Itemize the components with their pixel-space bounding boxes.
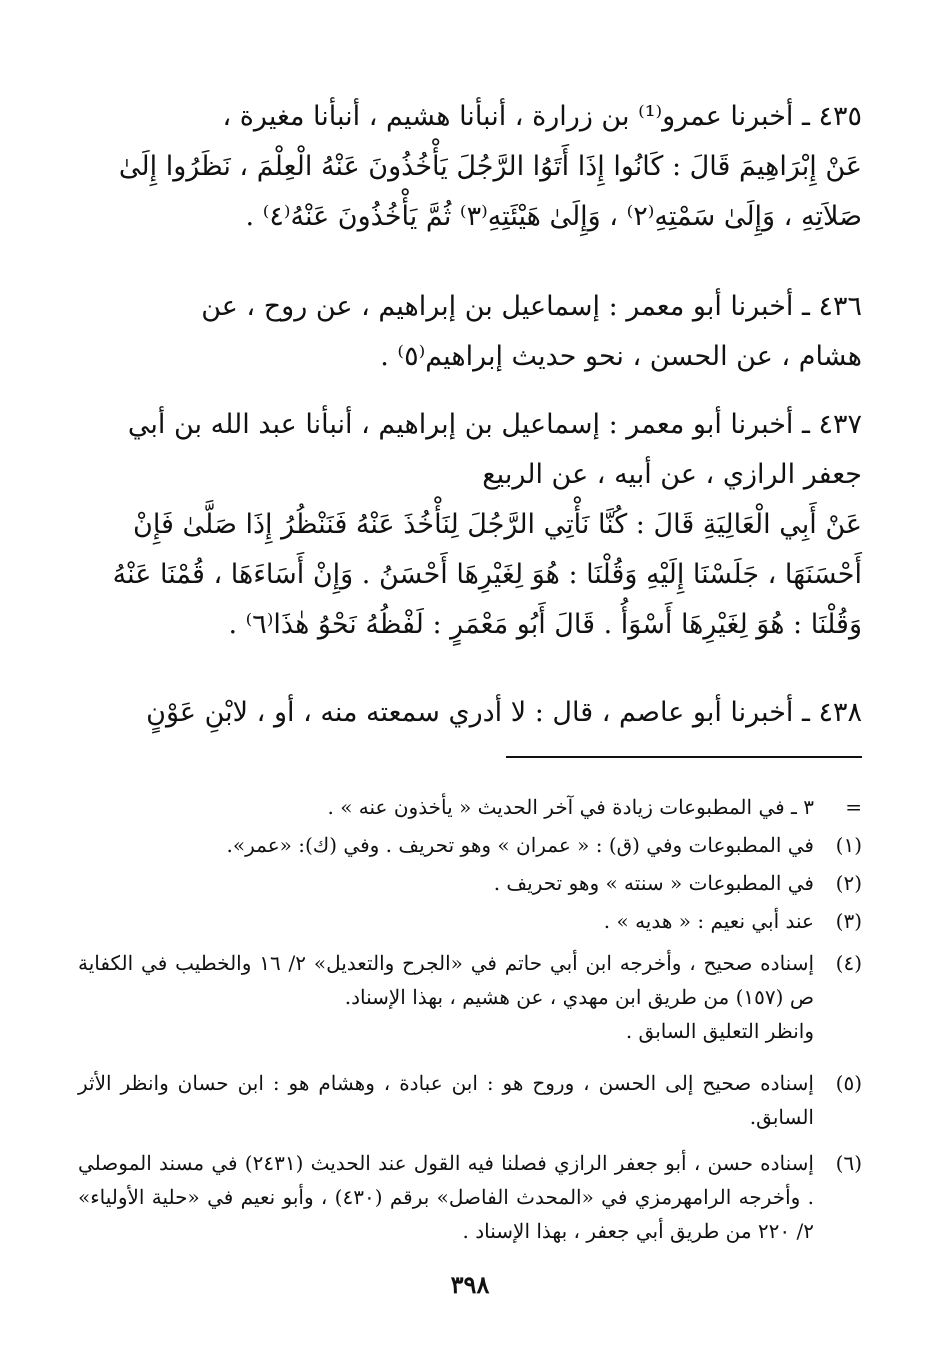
entry-line: عَنْ إِبْرَاهِيمَ قَالَ : كَانُوا إِذَا أَتَوُا الرَّجُلَ يَأْخُذُونَ عَنْهُ الْعِلْمَ ، نَظَرُوا إِلَىٰ: [118, 151, 862, 182]
footnote-marker: =: [845, 795, 862, 819]
entry-line: أَحْسَنَهَا ، جَلَسْنَا إِلَيْهِ وَقُلْنَا : هُوَ لِغَيْرِهَا أَحْسَنُ . وَإِنْ أَسَاءَهَا ، قُمْنَا عَنْهُ: [112, 559, 862, 590]
entry-438: [78, 688, 862, 738]
footnote-label: (٦): [835, 1151, 862, 1175]
entry-line: ٤٣٥ ـ أخبرنا عمرو⁽¹⁾ بن زرارة ، أنبأنا هشيم ، أنبأنا مغيرة ،: [222, 101, 862, 132]
footnote-separator: [506, 756, 862, 758]
footnote-extra: وانظر التعليق السابق .: [625, 1019, 814, 1043]
footnote-3: [78, 904, 862, 938]
footnote-5: [78, 1066, 862, 1134]
footnote-continuation: [78, 790, 862, 824]
entry-line: عَنْ أَبِي الْعَالِيَةِ قَالَ : كُنَّا نَأْتِي الرَّجُلَ لِنَأْخُذَ عَنْهُ فَنَنْظُرُ إِذَا صَلَّىٰ فَإِنْ: [133, 509, 862, 540]
footnote-4: [78, 946, 862, 1048]
footnote-text: إسناده حسن ، أبو جعفر الرازي فصلنا فيه القول عند الحديث (٢٤٣١) في مسند الموصلي . وأخرجه الرامهرمزي في «المحدث الفاصل» برقم (٤٣٠) ، وأبو نعيم في «حلية الأولياء» ٢/ ٢٢٠ من طريق أبي جعفر ، بهذا الإسناد .: [78, 1151, 814, 1243]
footnote-1: [78, 828, 862, 862]
footnote-label: (٥): [835, 1071, 862, 1095]
footnote-text: إسناده صحيح ، وأخرجه ابن أبي حاتم في «الجرح والتعديل» ٢/ ١٦ والخطيب في الكفاية ص (١٥٧) من طريق ابن مهدي ، عن هشيم ، بهذا الإسناد.: [78, 951, 815, 1009]
footnote-text: في المطبوعات « سنته » وهو تحريف .: [493, 871, 814, 895]
footnote-text: إسناده صحيح إلى الحسن ، وروح هو : ابن عبادة ، وهشام هو : ابن حسان وانظر الأثر السابق.: [78, 1071, 814, 1129]
footnote-label: (٢): [835, 871, 862, 895]
page-number: ٣٩٨: [450, 1270, 490, 1299]
footnote-6: [78, 1146, 862, 1248]
entry-435: [78, 92, 862, 242]
entry-line: هشام ، عن الحسن ، نحو حديث إبراهيم⁽٥⁾ .: [380, 341, 862, 372]
entry-line: وَقُلْنَا : هُوَ لِغَيْرِهَا أَسْوَأُ . قَالَ أَبُو مَعْمَرٍ : لَفْظُهُ نَحْوُ هٰذَا⁽٦⁾ .: [228, 609, 862, 640]
entry-line: جعفر الرازي ، عن أبيه ، عن الربيع: [482, 459, 862, 490]
footnote-label: (٣): [835, 909, 862, 933]
entry-line: ٤٣٦ ـ أخبرنا أبو معمر : إسماعيل بن إبراهيم ، عن روح ، عن: [201, 291, 862, 322]
footnote-body: [78, 946, 814, 1048]
entry-line: ٤٣٧ ـ أخبرنا أبو معمر : إسماعيل بن إبراهيم ، أنبأنا عبد الله بن أبي: [127, 409, 862, 440]
footnote-label: (١): [835, 833, 862, 857]
entry-436: [78, 282, 862, 382]
entry-line: ٤٣٨ ـ أخبرنا أبو عاصم ، قال : لا أدري سمعته منه ، أو ، لابْنِ عَوْنٍ: [146, 697, 862, 728]
footnote-2: [78, 866, 862, 900]
footnote-text: ٣ ـ في المطبوعات زيادة في آخر الحديث « يأخذون عنه » .: [327, 795, 814, 819]
entry-line: صَلاَتِهِ ، وَإِلَىٰ سَمْتِهِ⁽٢⁾ ، وَإِلَىٰ هَيْئَتِهِ⁽٣⁾ ثُمَّ يَأْخُذُونَ عَنْهُ⁽٤⁾ .: [245, 201, 862, 232]
entry-437: [78, 400, 862, 650]
footnote-text: عند أبي نعيم : « هديه » .: [603, 909, 814, 933]
footnote-label: (٤): [835, 951, 862, 975]
footnote-text: في المطبوعات وفي (ق) : « عمران » وهو تحريف . وفي (ك): «عمر».: [226, 833, 814, 857]
